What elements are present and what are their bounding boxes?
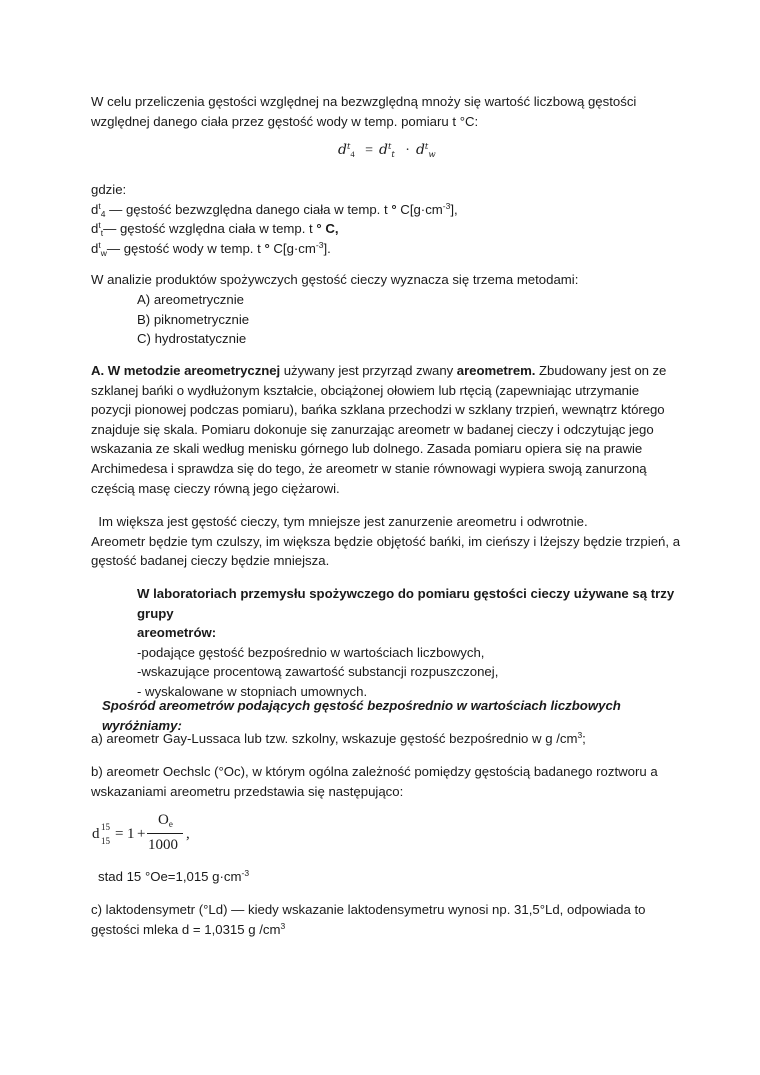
intro-line-2: względnej danego ciała przez gęstość wody w temp. pomiaru t °C: [91,113,479,129]
fraction-denominator: 1000 [148,837,178,853]
group-item: -wskazujące procentową zawartość substancji rozpuszczonej, [137,664,499,680]
where-line-2: $d^t_t—$ gęstość względna ciała w temp. t ° C, [91,220,339,239]
group-item: - wyskalowane w stopniach umownych. [137,683,368,699]
method-item: A) areometrycznie [137,292,245,307]
group-item: -podające gęstość bezpośrednio w wartościach liczbowych, [137,644,485,660]
intro-line-1: W celu przeliczenia gęstości względnej na bezwzględną mnoży się wartość liczbową gęstości [91,94,637,109]
density-formula: $d^t_4 = d^t_t \cdot d^t_w$ [338,142,436,160]
methods-intro: W analizie produktów spożywczych gęstość cieczy wyznacza się trzema metodami: [91,272,579,287]
fraction-numerator: $O_e$ [158,812,173,829]
item-a: a) areometr Gay-Lussaca lub tzw. szkolny, wskazuje gęstość bezpośrednio w g $/cm^3$; [91,730,586,746]
oechsle-formula: d 15 15 = 1 + $O_e$ 1000 , [92,812,190,853]
section-heading: Spośród areometrów podających gęstość bezpośrednio w wartościach liczbowych wyróżniamy: [102,698,621,733]
method-item: B) piknometrycznie [137,311,250,327]
where-block [91,180,681,258]
standard-note: stad 15 °Oe=1,015 $g\cdot cm^{-3}$ [98,868,250,884]
section-a-lead: A. W metodzie areometrycznej [91,363,281,378]
areometer-term: areometrem. [456,363,536,378]
where-line-1: $d^t_4$ — gęstość bezwzględna danego ciała w temp. t ° $C[g\cdot cm^{-3}]$, [91,200,458,219]
where-line-3: $d^t_w—$ gęstość wody w temp. t ° $C[g\cdot cm^{-3}]$. [91,239,331,258]
method-item: C) hydrostatycznie [137,331,247,347]
fraction-bar [147,833,183,834]
methods-list [137,290,682,349]
intro-paragraph [91,92,681,131]
item-b: b) areometr Oechslc (°Oc), w którym ogólna zależność pomiędzy gęstością badanego roztworu a wskazaniami areometru przedstawia się następująco: [91,764,658,799]
where-label: gdzie: [91,182,127,197]
item-c: c) laktodensymetr (°Ld) — kiedy wskazanie laktodensymetru wynosi np. 31,5°Ld, odpowiada to gęstości mleka d = 1,0315 g $/cm^3$ [91,902,646,937]
areometer-groups: W laboratoriach przemysłu spożywczego do pomiaru gęstości cieczy używane są trzy grupy areometrów: -podające gęstość bezpośrednio w wartościach liczbowych, -wskazujące procentową zawartość substancji rozpuszczonej, - wyskalowane w stopniach umownych. [137,586,675,699]
section-a-paragraph: A. W metodzie areometrycznej używany jest przyrząd zwany areometrem. Zbudowany jest on ze szklanej bańki o wydłużonym kształcie, obciążonej ołowiem lub rtęcią (zapewniając utrzymanie pozycji pionowej podczas pomiaru), bańka szklana przechodzi w szklany trzpień, wewnątrz którego znajduje się skala. Pomiaru dokonuje się zanurzając areometr w badanej cieczy i odczytując jego wskazania ze skali według menisku górnego lub dolnego. Zasada pomiaru opiera się na prawie Archimedesa i sprawdza się do tego, że areometr w stanie równowagi wypiera swoją zanurzoną częścią masę cieczy równą jego ciężarowi. [91,363,667,496]
groups-heading: W laboratoriach przemysłu spożywczego do pomiaru gęstości cieczy używane są trzy grupy [137,586,675,621]
sensitivity-paragraph: Im większa jest gęstość cieczy, tym mniejsze jest zanurzenie areometru i odwrotnie. Areometr będzie tym czulszy, im większa będzie objętość bańki, im cieńszy i lżejszy będzie trzpień, a gęstość badanej cieczy będzie mniejsza. [91,514,681,569]
